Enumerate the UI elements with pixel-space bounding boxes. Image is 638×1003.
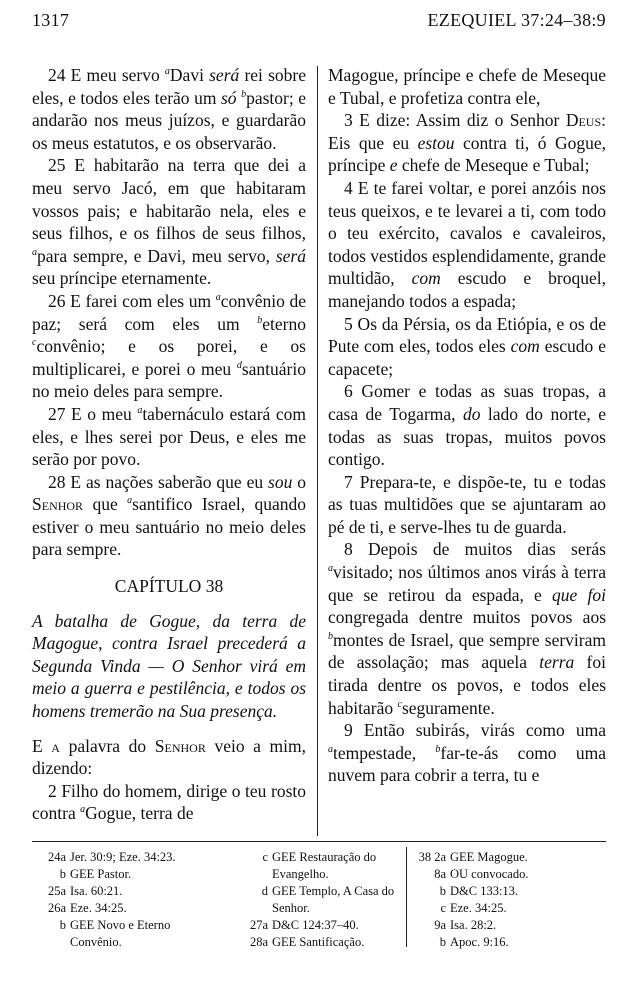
footnote: 24a Jer. 30:9; Eze. 34:23. bbox=[47, 850, 176, 864]
footnote: b GEE Pastor. bbox=[59, 867, 132, 881]
footnote: Senhor. bbox=[272, 901, 310, 915]
page-header bbox=[32, 10, 606, 36]
verse-37-27: 27 E o meu $^a$tabernáculo estará com eles, e lhes serei por Deus, e eles me serão por povo. bbox=[32, 403, 306, 470]
footnote-column-divider bbox=[406, 847, 407, 947]
footnote: Evangelho. bbox=[272, 867, 329, 881]
footnote: 9a Isa. 28:2. bbox=[434, 918, 497, 932]
footnote: Convênio. bbox=[70, 935, 122, 949]
chapter-summary: A batalha de Gogue, da terra de Magogue, contra Israel precederá a Segunda Vinda — O Senhor virá em meio a guerra e pestilência, e todos os homens tremerão na Sua presença. bbox=[32, 610, 306, 722]
footnote: c Eze. 34:25. bbox=[440, 901, 507, 915]
footnote: 25a Isa. 60:21. bbox=[47, 884, 123, 898]
verse-38-2: 2 Filho do homem, dirige o teu rosto contra $^a$Gogue, terra de bbox=[32, 780, 306, 824]
footnote: 26a Eze. 34:25. bbox=[47, 901, 127, 915]
verse-38-5: 5 Os da Pérsia, os da Etiópia, e os de Pute com eles, todos eles com escudo e capacete; bbox=[328, 313, 606, 379]
verse-37-26: 26 E farei com eles um $^a$convênio de paz; será com eles um $^b$eterno $^c$convênio; e os porei, e os multiplicarei, e porei o meu $^d$santuário no meio deles para sempre. bbox=[32, 290, 306, 402]
page-number: 1317 bbox=[32, 10, 70, 30]
footnote: b D&C 133:13. bbox=[439, 884, 519, 898]
verse-38-8: 8 Depois de muitos dias serás $^a$visitado; nos últimos anos virás à terra que se retirou da espada, e que foi congregada dentre muitos povos aos $^b$montes de Israel, que sempre serviram de assolação; mas aquela terra foi tirada dentre os povos, e todos eles habitarão $^c$seguramente. bbox=[328, 539, 607, 718]
verse-38-4: 4 E te farei voltar, e porei anzóis nos teus queixos, e te levarei a ti, com todo o teu exército, cavalos e cavaleiros, todos vestidos esplendidamente, grande multidão, com escudo e broquel, manejando todos a espada; bbox=[328, 177, 606, 311]
footnote: b Apoc. 9:16. bbox=[439, 935, 509, 949]
verse-38-7: 7 Prepara-te, e dispõe-te, tu e todas as tuas multidões que se ajuntaram ao pé de ti, e serve-lhes tu de guarda. bbox=[328, 471, 606, 537]
footnote: d GEE Templo, A Casa do bbox=[261, 884, 395, 898]
verse-38-1: E a palavra do Senhor veio a mim, dizendo: bbox=[32, 735, 306, 779]
left-column bbox=[32, 64, 306, 825]
footnote: 28a GEE Santificação. bbox=[249, 935, 365, 949]
verse-37-24: 24 E meu servo $^a$Davi será rei sobre eles, e todos eles terão um só $^b$pastor; e andarão nos meus juízos, e guardarão os meus estatutos, e os observarão. bbox=[32, 65, 306, 153]
column-divider bbox=[317, 66, 318, 836]
verse-38-3: 3 E dize: Assim diz o Senhor Deus: Eis que eu estou contra ti, ó Gogue, príncipe e chefe de Meseque e Tubal; bbox=[328, 110, 606, 176]
footnote-divider bbox=[32, 841, 606, 842]
right-column bbox=[328, 64, 606, 787]
footnotes-column-1 bbox=[32, 849, 222, 951]
verse-38-2-cont: Magogue, príncipe e chefe de Meseque e Tubal, e profetiza contra ele, bbox=[328, 65, 606, 108]
verse-37-25: 25 E habitarão na terra que dei a meu servo Jacó, em que habitaram vossos pais; e habitarão nela, eles e seus filhos, e os filhos de seus filhos, $^a$para sempre, e Davi, meu servo, será seu príncipe eternamente. bbox=[32, 155, 306, 289]
footnotes-column-2 bbox=[234, 849, 404, 951]
footnote: 38 2a GEE Magogue. bbox=[418, 850, 528, 864]
footnote: b GEE Novo e Eterno bbox=[59, 918, 171, 932]
chapter-reference: EZEQUIEL 37:24–38:9 bbox=[427, 10, 606, 30]
footnote: 8a OU convocado. bbox=[434, 867, 529, 881]
verse-37-28: 28 E as nações saberão que eu sou o Senhor que $^a$santifico Israel, quando estiver o meu santuário no meio deles para sempre. bbox=[32, 471, 307, 560]
verse-38-6: 6 Gomer e todas as suas tropas, a casa de Togarma, do lado do norte, e todas as suas tropas, muitos povos contigo. bbox=[328, 381, 606, 470]
footnote: c GEE Restauração do bbox=[262, 850, 377, 864]
chapter-heading: CAPÍTULO 38 bbox=[114, 576, 224, 597]
footnote: 27a D&C 124:37–40. bbox=[249, 918, 359, 932]
verse-38-9: 9 Então subirás, virás como uma $^a$tempestade, $^b$far-te-ás como uma nuvem para cobrir a terra, tu e bbox=[328, 720, 607, 786]
footnotes-column-3 bbox=[412, 849, 606, 951]
